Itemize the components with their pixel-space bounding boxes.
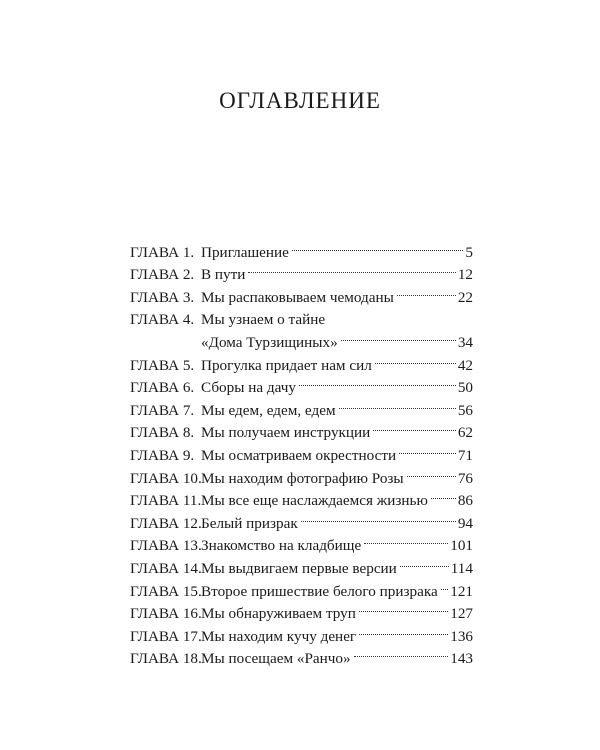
chapter-number: ГЛАВА 15. (130, 582, 202, 600)
page-number: 22 (457, 288, 473, 306)
dot-leader (248, 257, 455, 280)
chapter-number: ГЛАВА 4. (130, 311, 195, 329)
table-of-contents (130, 234, 473, 668)
chapter-title: Мы посещаем «Ранчо» (201, 650, 351, 668)
dot-leader (431, 483, 456, 506)
chapter-title: В пути (201, 266, 246, 284)
dot-leader (301, 505, 456, 528)
chapter-number: ГЛАВА 14. (130, 559, 202, 577)
chapter-number: ГЛАВА 11. (130, 492, 202, 510)
chapter-number: ГЛАВА 1. (130, 243, 195, 261)
dot-leader (359, 618, 448, 641)
chapter-number: ГЛАВА 6. (130, 379, 195, 397)
chapter-number: ГЛАВА 5. (130, 356, 195, 374)
page-number: 101 (450, 537, 473, 555)
chapter-number: ГЛАВА 3. (130, 288, 195, 306)
dot-leader (292, 234, 464, 257)
page-number: 86 (457, 492, 473, 510)
chapter-title: Второе пришествие белого призрака (201, 582, 438, 600)
page-number: 42 (457, 356, 473, 374)
dot-leader (341, 324, 456, 347)
dot-leader (397, 279, 456, 302)
chapter-number: ГЛАВА 16. (130, 605, 202, 623)
dot-leader (407, 460, 456, 483)
dot-leader (375, 347, 456, 370)
toc-entry-1 (130, 234, 473, 261)
chapter-number: ГЛАВА 10. (130, 469, 202, 487)
chapter-title: Приглашение (201, 243, 289, 261)
chapter-number: ГЛАВА 12. (130, 514, 202, 532)
chapter-number: ГЛАВА 7. (130, 401, 195, 419)
page-number: 121 (450, 582, 473, 600)
chapter-title: Мы выдвигаем первые версии (201, 559, 397, 577)
page-number: 94 (457, 514, 473, 532)
chapter-title: Мы осматриваем окрестности (201, 446, 397, 464)
page-number: 127 (450, 605, 473, 623)
page-number: 76 (457, 469, 473, 487)
dot-leader (400, 550, 449, 573)
chapter-title: Мы узнаем о тайне (201, 311, 326, 329)
page-number: 114 (450, 559, 473, 577)
dot-leader-empty (328, 302, 471, 325)
chapter-title: Сборы на дачу (201, 379, 296, 397)
page-number: 5 (465, 243, 473, 261)
chapter-number: ГЛАВА 8. (130, 424, 195, 442)
page-number: 62 (457, 424, 473, 442)
chapter-title: Белый призрак (201, 514, 298, 532)
page-number: 143 (450, 650, 473, 668)
page-number: 136 (450, 627, 473, 645)
chapter-title: Мы распаковываем чемоданы (201, 288, 394, 306)
page-number: 56 (457, 401, 473, 419)
page-number: 50 (457, 379, 473, 397)
chapter-title: Мы находим фотографию Розы (201, 469, 404, 487)
dot-leader (359, 596, 448, 619)
chapter-number: ГЛАВА 18. (130, 650, 202, 668)
dot-leader (364, 528, 448, 551)
dot-leader (339, 392, 456, 415)
page-number: 12 (457, 266, 473, 284)
dot-leader (441, 573, 449, 596)
chapter-title: Мы все еще наслаждаемся жизнью (201, 492, 428, 510)
dot-leader (354, 641, 449, 664)
chapter-title-continuation: «Дома Турзищиных» (201, 333, 338, 351)
page-number: 34 (457, 333, 473, 351)
page-number: 71 (457, 446, 473, 464)
chapter-number: ГЛАВА 2. (130, 266, 195, 284)
chapter-number: ГЛАВА 13. (130, 537, 202, 555)
dot-leader (373, 415, 456, 438)
chapter-title: Знакомство на кладбище (201, 537, 362, 555)
page-title: ОГЛАВЛЕНИЕ (219, 88, 381, 113)
chapter-title: Мы едем, едем, едем (201, 401, 336, 419)
chapter-title: Мы находим кучу денег (201, 627, 357, 645)
dot-leader (299, 370, 456, 393)
chapter-title: Мы получаем инструкции (201, 424, 371, 442)
chapter-title: Прогулка придает нам сил (201, 356, 372, 374)
chapter-number: ГЛАВА 17. (130, 627, 202, 645)
chapter-number: ГЛАВА 9. (130, 446, 195, 464)
dot-leader (399, 437, 456, 460)
chapter-title: Мы обнаруживаем труп (201, 605, 356, 623)
